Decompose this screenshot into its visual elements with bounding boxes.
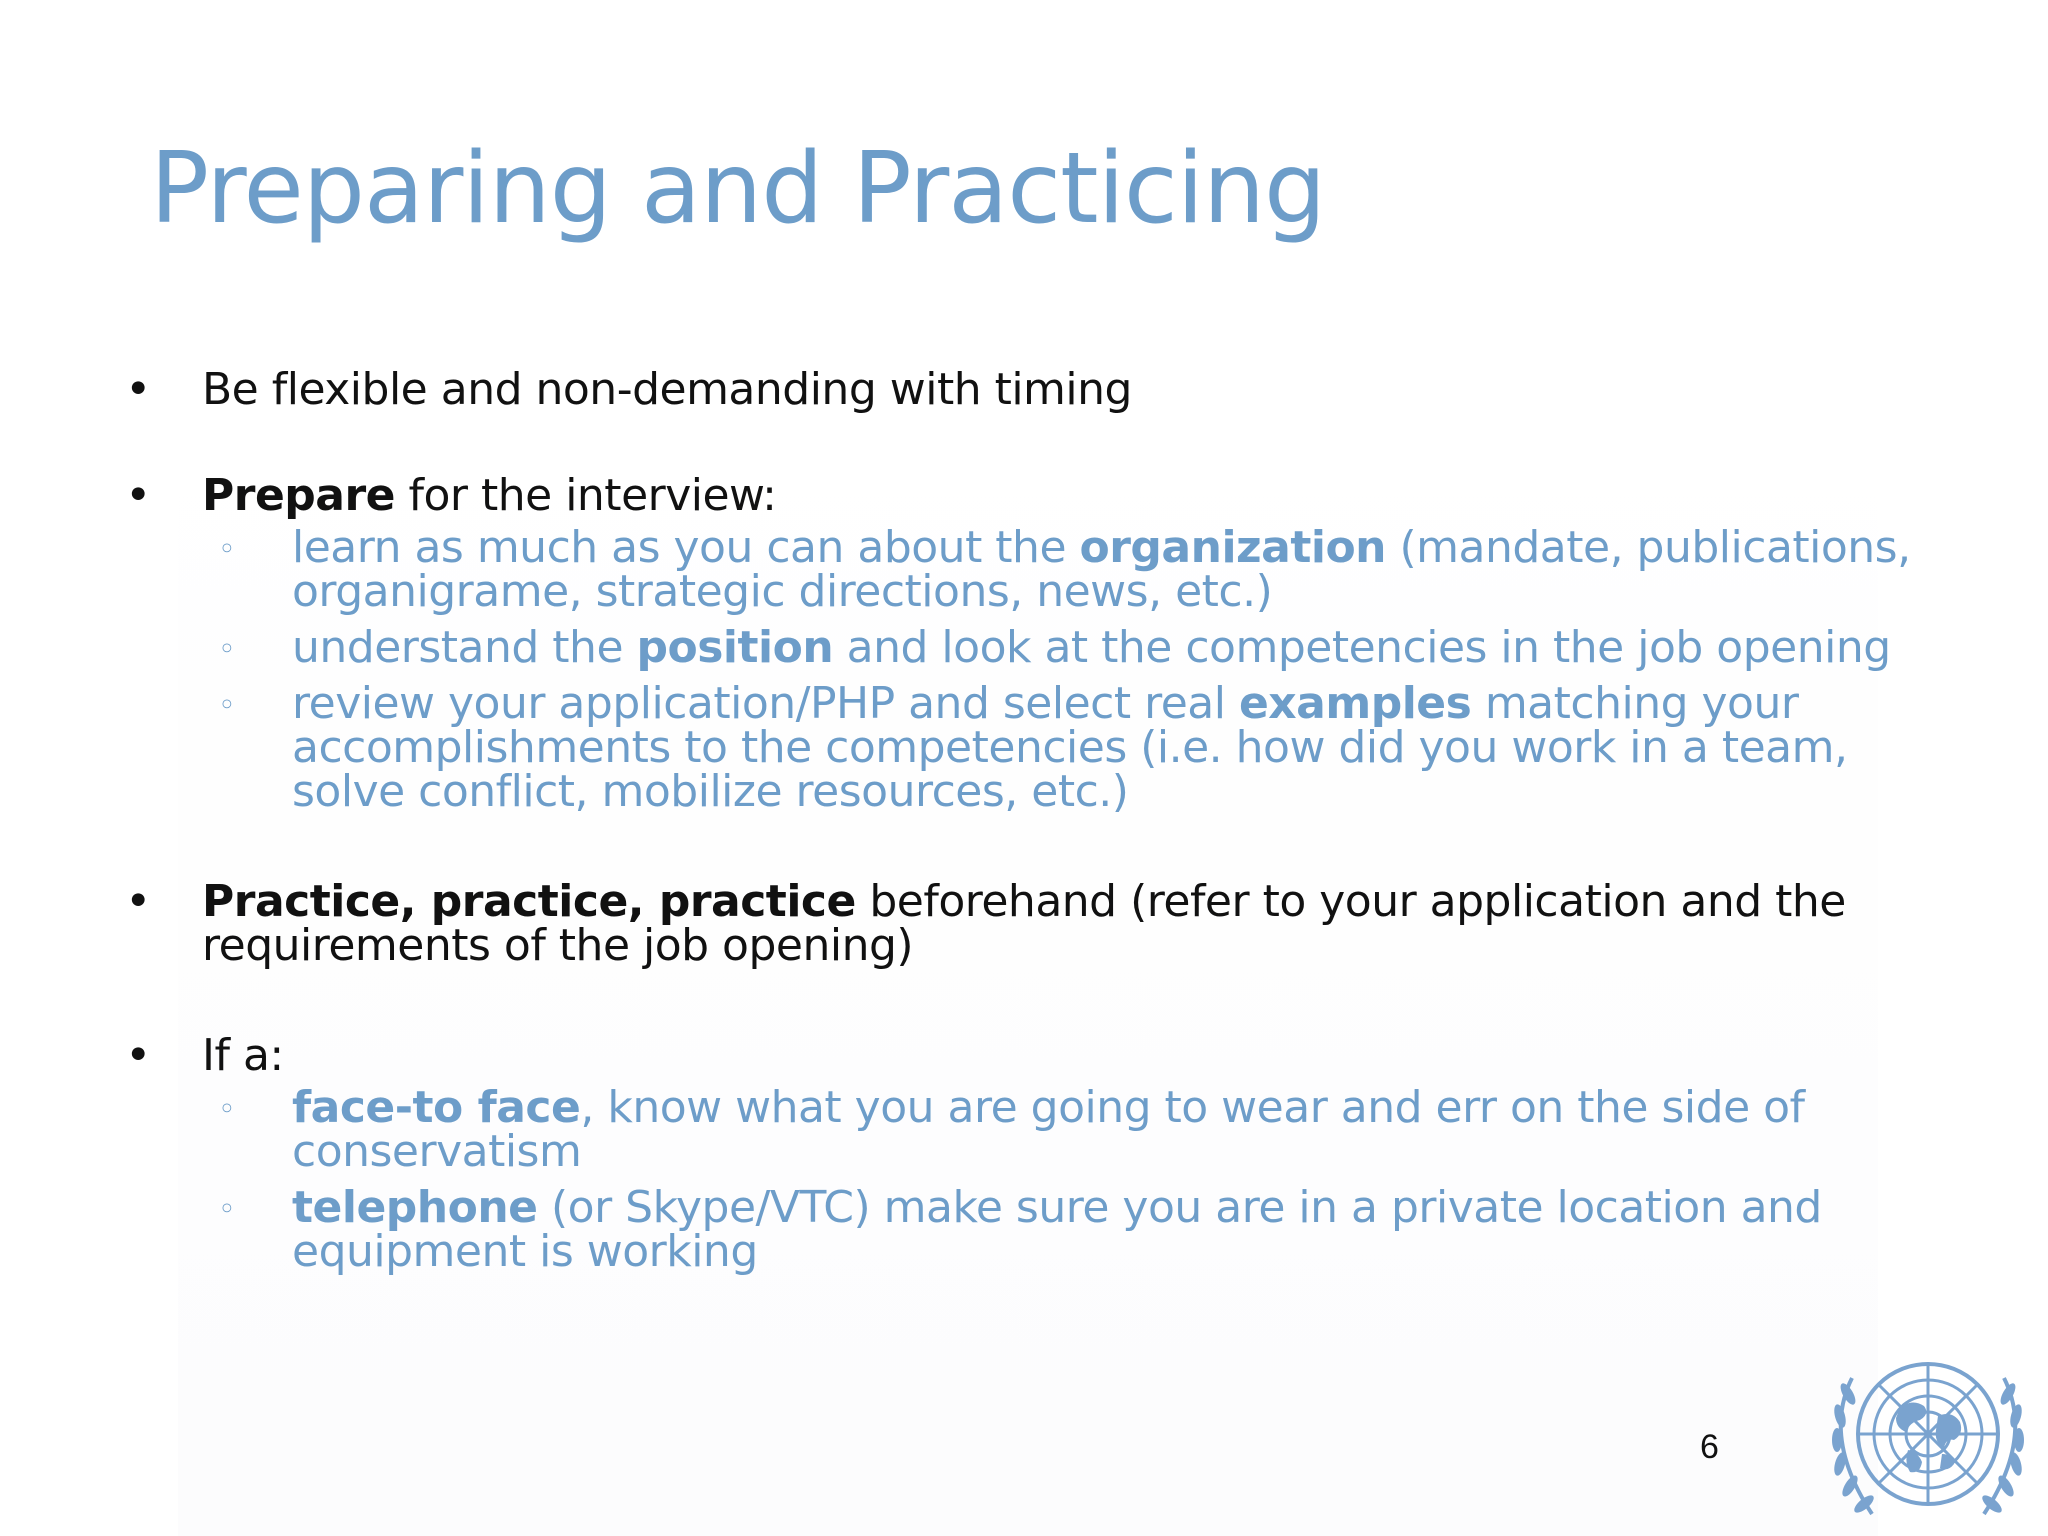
slide-title: Preparing and Practicing: [150, 132, 1326, 246]
sub-text: review your application/PHP and select real: [292, 678, 1239, 729]
bullet-item: [118, 1030, 1958, 1081]
sub-bold: organization: [1079, 522, 1386, 573]
sub-text: learn as much as you can about the: [292, 522, 1080, 573]
sub-text: understand the: [292, 622, 637, 673]
sub-item: [118, 1182, 1958, 1277]
sub-bold: examples: [1238, 678, 1472, 729]
sub-item: [118, 622, 1958, 673]
bullet-text: for the interview:: [395, 470, 777, 521]
sub-item: [118, 678, 1958, 817]
bullet-dot-icon: •: [125, 470, 151, 521]
circle-bullet-icon: ◦: [218, 1192, 236, 1227]
bullet-bold: Practice, practice, practice: [202, 876, 856, 927]
bullet-dot-icon: •: [125, 364, 151, 415]
sub-list: [118, 522, 1958, 817]
sub-bold: telephone: [292, 1182, 538, 1233]
bullet-text: beforehand (refer to your application and the requirements of the job opening): [202, 876, 1846, 971]
bullet-item: [118, 364, 1958, 415]
sub-item: [118, 1082, 1958, 1177]
sub-text: (mandate, publications, organigrame, strategic directions, news, etc.): [292, 522, 1911, 617]
bullet-text: If a:: [202, 1030, 284, 1081]
bullet-list: [118, 364, 1958, 1277]
sub-item: [118, 522, 1958, 617]
circle-bullet-icon: ◦: [218, 1092, 236, 1127]
sub-text: and look at the competencies in the job opening: [833, 622, 1891, 673]
bullet-dot-icon: •: [125, 876, 151, 927]
sub-text: , know what you are going to wear and err on the side of conservatism: [292, 1082, 1805, 1177]
bullet-bold: Prepare: [202, 470, 396, 521]
circle-bullet-icon: ◦: [218, 688, 236, 723]
bullet-item: [118, 470, 1958, 521]
sub-text: (or Skype/VTC) make sure you are in a private location and equipment is working: [292, 1182, 1822, 1277]
sub-bold: position: [636, 622, 834, 673]
sub-list: [118, 1082, 1958, 1277]
circle-bullet-icon: ◦: [218, 632, 236, 667]
bullet-dot-icon: •: [125, 1030, 151, 1081]
bullet-text: Be flexible and non-demanding with timing: [202, 364, 1132, 415]
un-emblem-icon: [1812, 1338, 2044, 1534]
bullet-item: [118, 876, 1958, 971]
circle-bullet-icon: ◦: [218, 532, 236, 567]
sub-bold: face-to face: [292, 1082, 581, 1133]
sub-text: matching your accomplishments to the competencies (i.e. how did you work in a team, solve conflict, mobilize resources, etc.): [292, 678, 1848, 817]
page-number: 6: [1700, 1428, 1719, 1466]
